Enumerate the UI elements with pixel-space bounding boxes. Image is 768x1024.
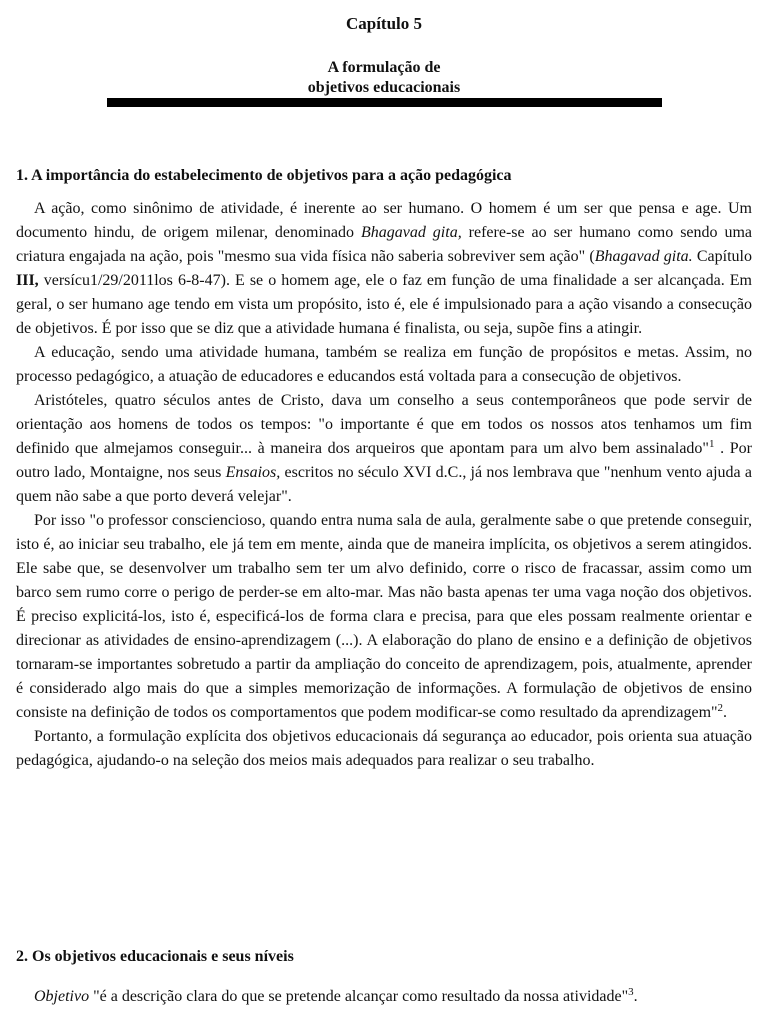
footnote-ref-3[interactable]: 3 <box>628 986 634 998</box>
title-rule <box>107 98 662 107</box>
paragraph <box>16 197 752 341</box>
paragraph <box>16 341 752 389</box>
chapter-title <box>0 58 768 98</box>
text-run: versícu1/29/2011los 6-8-47). E se o homem age, ele o faz em função de uma finalidade a ser alcançada. Em geral, o ser humano age tendo em vista um propósito, isto é, ele é impulsionado para a ação visando a consecução de objetivos. É por isso que se diz que a atividade humana é finalista, ou seja, supõe fins a atingir. <box>16 272 752 337</box>
paragraph <box>16 509 752 725</box>
footnote-ref-2[interactable]: 2 <box>717 702 724 714</box>
text-run: . <box>633 988 638 1005</box>
text-run: escritos no século XVI d.C., já nos lembrava que "nenhum vento ajuda a quem não sabe a que porto deverá velejar". <box>16 464 752 505</box>
section-1-body <box>16 197 752 773</box>
text-run: . Por outro lado, Montaigne, nos seus <box>16 440 752 481</box>
paragraph <box>16 985 752 1009</box>
text-run: A ação, como sinônimo de atividade, é inerente ao ser humano. O homem é um ser que pensa e age. Um documento hindu, de origem milenar, denominado <box>16 200 752 241</box>
chapter-title-line-1: A formulação de <box>327 59 441 76</box>
chapter-title-line-2: objetivos educacionais <box>307 79 461 96</box>
text-run: Portanto, a formulação explícita dos objetivos educacionais dá segurança ao educador, pois orienta sua atuação pedagógica, ajudando-o na seleção dos meios mais adequados para realizar o seu trabalho. <box>16 728 752 769</box>
text-run: Por isso "o professor consciencioso, quando entra numa sala de aula, geralmente sabe o que pretende conseguir, isto é, ao iniciar seu trabalho, ele já tem em mente, ainda que de maneira implícita, os objetivos a serem atingidos. Ele sabe que, se desenvolver um trabalho sem ter um alvo definido, corre o risco de fracassar, assim como um barco sem rumo corre o perigo de perder-se em alto-mar. Mas não basta apenas ter uma vaga noção dos objetivos. É preciso explicitá-los, isto é, especificá-los de forma clara e precisa, para que eles possam realmente orientar e direcionar as atividades de ensino-aprendizagem (...). A elaboração do plano de ensino e a definição de objetivos tornaram-se importantes sobretudo a partir da ampliação do conceito de aprendizagem, pois, atualmente, aprender é considerado algo mais do que a simples memorização de informações. A formulação de objetivos de ensino consiste na definição de todos os comportamentos que podem modificar-se como resultado da aprendizagem" <box>16 512 752 721</box>
bold-text: III, <box>16 272 39 289</box>
text-run: A educação, sendo uma atividade humana, também se realiza em função de propósitos e metas. Assim, no processo pedagógico, a atuação de educadores e educandos está voltada para a consecução de objetivos. <box>16 344 752 385</box>
italic-text: Objetivo <box>34 988 90 1005</box>
paragraph <box>16 725 752 773</box>
text-run: . <box>723 704 728 721</box>
italic-text: Ensaios, <box>225 464 281 481</box>
text-run: refere-se ao ser humano como sendo uma criatura engajada na ação, pois "mesmo sua vida física não saberia sobreviver sem ação" ( <box>16 224 753 265</box>
section-2-body <box>16 985 752 1009</box>
section-1-heading: 1. A importância do estabelecimento de objetivos para a ação pedagógica <box>16 167 512 184</box>
italic-text: Bhagavad gita. <box>594 248 693 265</box>
text-run: Aristóteles, quatro séculos antes de Cristo, dava um conselho a seus contemporâneos que pode servir de orientação aos homens de todos os tempos: "o importante é que em todos os nossos atos tenhamos um fim definido que almejamos conseguir... à maneira dos arqueiros que apontam para um alvo bem assinalado" <box>16 392 752 457</box>
section-2-heading: 2. Os objetivos educacionais e seus níveis <box>16 948 294 965</box>
text-run: Capítulo <box>692 248 752 265</box>
footnote-ref-1[interactable]: 1 <box>708 438 715 450</box>
text-run: "é a descrição clara do que se pretende alcançar como resultado da nossa atividade" <box>89 988 629 1005</box>
paragraph <box>16 389 752 509</box>
chapter-number: Capítulo 5 <box>345 14 423 33</box>
italic-text: Bhagavad gita, <box>360 224 462 241</box>
